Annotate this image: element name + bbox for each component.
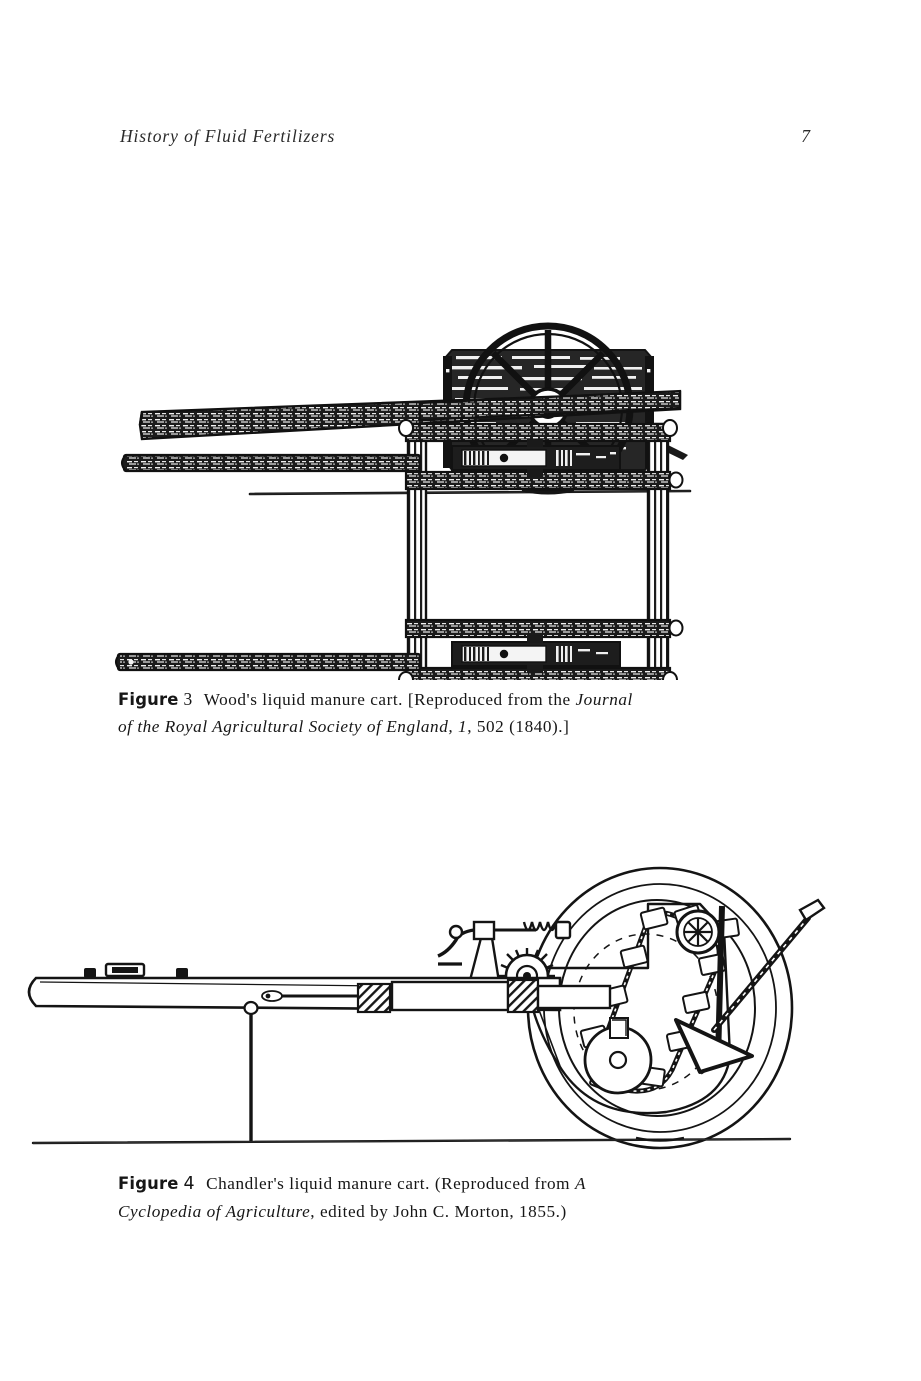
draught-shafts-plan (116, 455, 420, 670)
top-sprocket (677, 911, 719, 953)
running-head (120, 126, 810, 150)
support-prop (245, 1002, 258, 1142)
figure-3-citation-detail: , 502 (1840).] (467, 717, 570, 736)
figure-3-caption (118, 686, 798, 740)
figure-4-caption-text-a: Chandler's liquid manure cart. (Reproduced from (206, 1174, 575, 1193)
ground-line-figure3 (250, 491, 690, 494)
figure-4-source-title-part1: A (574, 1174, 587, 1193)
figure-4-source-title-part2: Cyclopedia of Agriculture (118, 1202, 311, 1221)
figure-4-caption (118, 1170, 798, 1225)
chandler-side-elevation (29, 868, 824, 1148)
figure-3-label: Figure (118, 690, 179, 709)
plan-view (116, 420, 683, 680)
figure-3-journal-name-part1: Journal (575, 690, 633, 709)
figure-4-label: Figure (118, 1174, 179, 1193)
figure-3-artwork (0, 160, 921, 680)
figure-3-journal-name-part2: of the Royal Agricultural Society of England, 1 (118, 717, 468, 736)
rear-cross-assembly (406, 620, 670, 680)
woods-liquid-manure-cart-illustration (0, 160, 921, 680)
figure-3-caption-text-a: Wood's liquid manure cart. [Reproduced from the (203, 690, 576, 709)
figure-4-number: 4 (183, 1174, 196, 1194)
chandlers-liquid-manure-cart-illustration (0, 860, 921, 1160)
figure-4-artwork (0, 860, 921, 1160)
figure-3-number: 3 (183, 689, 193, 709)
figure-4-citation-detail: , edited by John C. Morton, 1855.) (310, 1202, 567, 1221)
running-head-title: History of Fluid Fertilizers (120, 126, 336, 146)
screw-and-spring (494, 922, 570, 938)
page-number: 7 (801, 126, 810, 146)
